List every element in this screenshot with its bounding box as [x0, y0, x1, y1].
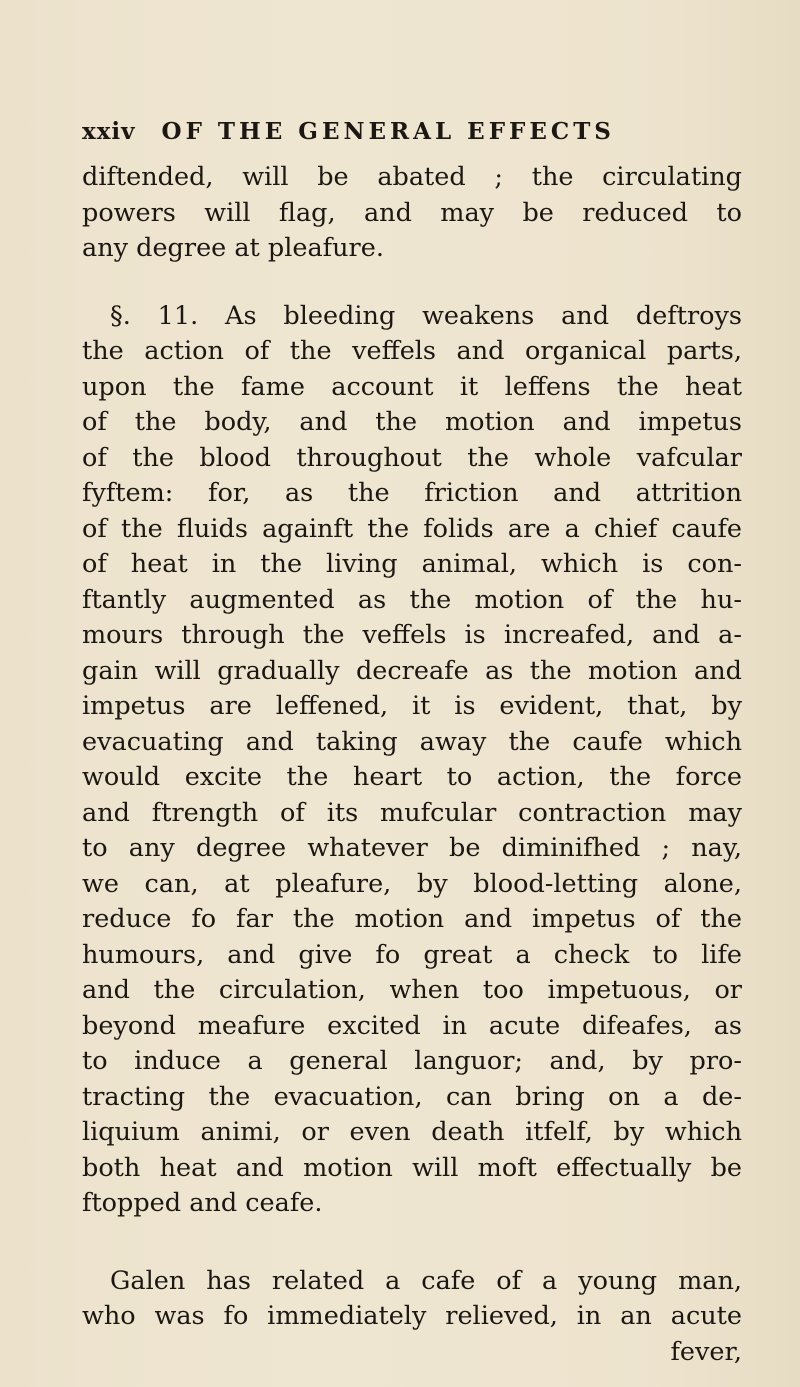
running-title: OF THE GENERAL EFFECTS — [161, 118, 615, 145]
text-line: and ftrength of its mufcular contraction may — [82, 797, 742, 828]
text-line: powers will flag, and may be reduced to — [82, 197, 742, 228]
text-line: of the fluids againft the folids are a chief caufe — [82, 513, 742, 544]
text-line: diftended, will be abated ; the circulating — [82, 162, 742, 192]
paragraph — [82, 1264, 742, 1371]
text-line: who was fo immediately relieved, in an acute — [82, 1301, 742, 1331]
text-line: both heat and motion will moft effectually be — [82, 1152, 742, 1183]
text-line: reduce fo far the motion and impetus of the — [82, 904, 742, 934]
text-line: tracting the evacuation, can bring on a de- — [82, 1081, 742, 1112]
text-line: of the body, and the motion and impetus — [82, 407, 742, 437]
text-line: to any degree whatever be diminifhed ; nay, — [82, 833, 742, 863]
text-line: beyond meafure excited in acute difeafes, as — [82, 1010, 742, 1041]
text-line: ftantly augmented as the motion of the hu- — [82, 584, 742, 615]
text-line: gain will gradually decreafe as the motion and — [82, 655, 742, 686]
text-line: any degree at pleafure. — [82, 233, 384, 263]
text-line: Galen has related a cafe of a young man, — [110, 1265, 742, 1296]
paragraph-gap — [82, 1222, 742, 1264]
text-line: upon the fame account it leffens the heat — [82, 371, 742, 402]
text-line: impetus are leffened, it is evident, that, by — [82, 691, 742, 721]
text-line: evacuating and taking away the caufe which — [82, 726, 742, 757]
text-line: would excite the heart to action, the force — [82, 762, 742, 792]
text-line: humours, and give fo great a check to life — [82, 939, 742, 970]
text-line: of heat in the living animal, which is con- — [82, 549, 742, 579]
text-line: and the circulation, when too impetuous, or — [82, 975, 742, 1005]
text-line: we can, at pleafure, by blood-letting alone, — [82, 868, 742, 899]
text-line: of the blood throughout the whole vafcular — [82, 442, 742, 473]
text-line: §. 11. As bleeding weakens and deftroys — [110, 300, 742, 331]
text-line: the action of the veffels and organical parts, — [82, 336, 742, 366]
paragraph — [82, 299, 742, 1222]
text-line: fyftem: for, as the friction and attrition — [82, 478, 742, 508]
running-head — [82, 118, 722, 154]
text-line: ftopped and ceafe. — [82, 1188, 323, 1218]
text-line: to induce a general languor; and, by pro- — [82, 1046, 742, 1076]
paragraph-gap — [82, 267, 742, 299]
text-line: mours through the veffels is increafed, and a- — [82, 620, 742, 650]
catchword: fever, — [670, 1336, 742, 1367]
page-number: xxiv — [82, 118, 136, 145]
paragraph — [82, 160, 742, 267]
body-text — [82, 160, 742, 1370]
text-line: liquium animi, or even death itfelf, by which — [82, 1117, 742, 1147]
